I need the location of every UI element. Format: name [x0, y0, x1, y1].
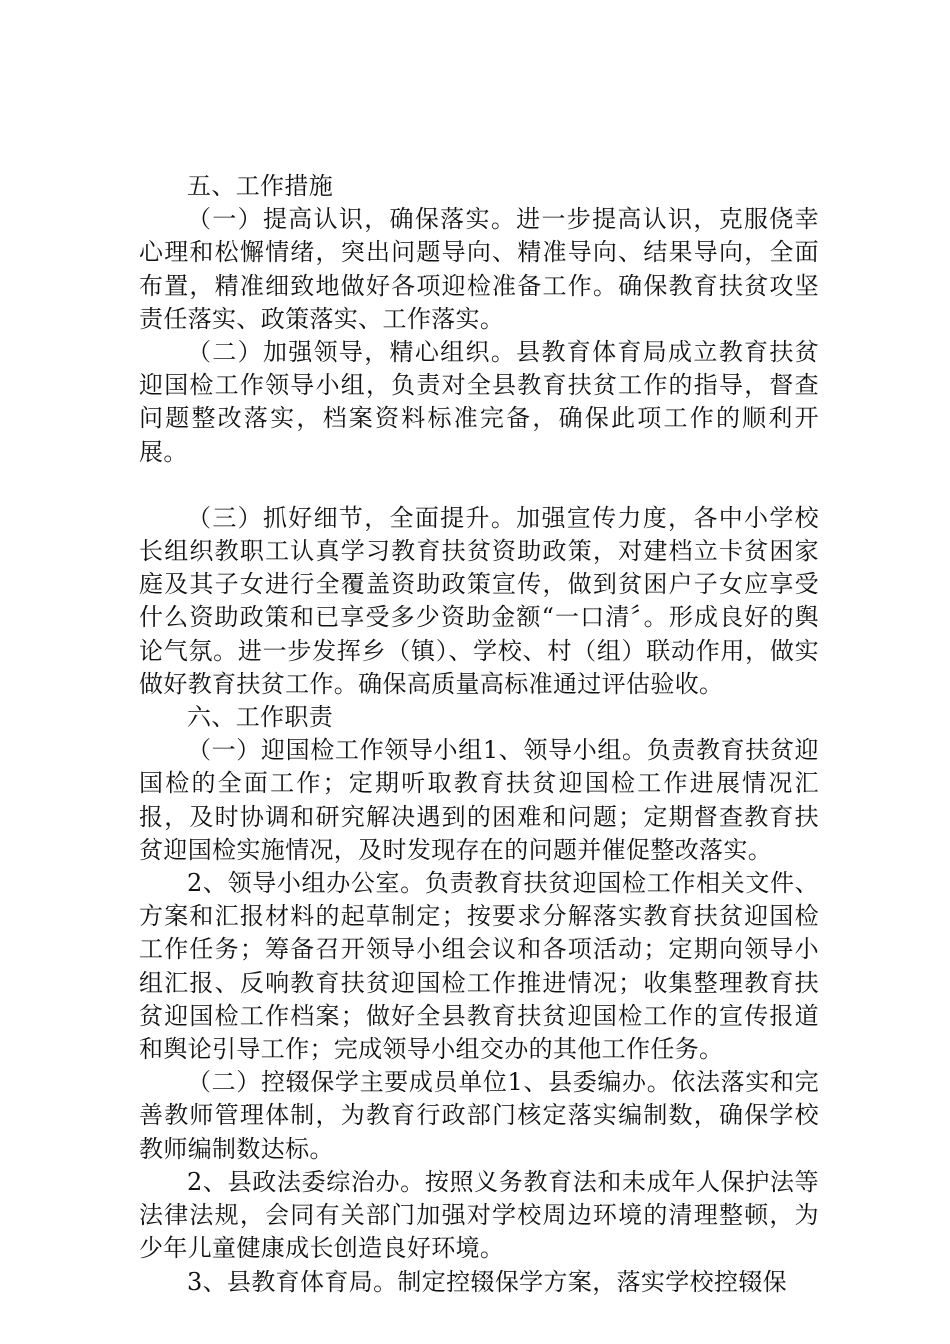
paragraph-duty-office: 2、领导小组办公室。负责教育扶贫迎国检工作相关文件、方案和汇报材料的起草制定；按要求分解落实教育扶贫迎国检工作任务；筹备召开领导小组会议和各项活动；定期向领导小组汇报、反响教育扶贫迎国检工作推进情况；收集整理教育扶贫迎国检工作档案；做好全县教育扶贫迎国检工作的宣传报道和舆论引导工作；完成领导小组交办的其他工作任务。: [139, 869, 819, 1064]
paragraph-measure-2: （二）加强领导，精心组织。县教育体育局成立教育扶贫迎国检工作领导小组，负责对全县教育扶贫工作的指导，督查问题整改落实，档案资料标准完备，确保此项工作的顺利开展。: [139, 338, 819, 466]
paragraph-duty-leading-group: （一）迎国检工作领导小组1、领导小组。负责教育扶贫迎国检的全面工作；定期听取教育扶贫迎国检工作进展情况汇报，及时协调和研究解决遇到的困难和问题；定期督查教育扶贫迎国检实施情况，及时发现存在的问题并催促整改落实。: [139, 736, 819, 864]
paragraph-measure-1: （一）提高认识，确保落实。进一步提高认识，克服侥幸心理和松懈情绪，突出问题导向、精准导向、结果导向，全面布置，精准细致地做好各项迎检准备工作。确保教育扶贫攻坚责任落实、政策落实、工作落实。: [139, 205, 819, 333]
paragraph-measure-3: （三）抓好细节，全面提升。加强宣传力度，各中小学校长组织教职工认真学习教育扶贫资助政策，对建档立卡贫困家庭及其子女进行全覆盖资助政策宣传，做到贫困户子女应享受什么资助政策和已享受多少资助金额“一口清〞。形成良好的舆论气氛。进一步发挥乡（镇）、学校、村（组）联动作用，做实做好教育扶贫工作。确保高质量高标准通过评估验收。: [139, 503, 819, 698]
section-heading-work-duties: 六、工作职责: [187, 703, 334, 732]
paragraph-duty-education-bureau: 3、县教育体育局。制定控辍保学方案，落实学校控辍保: [187, 1267, 788, 1296]
paragraph-duty-political-legal: 2、县政法委综治办。按照义务教育法和未成年人保护法等法律法规，会同有关部门加强对学校周边环境的清理整顿，为少年儿童健康成长创造良好环境。: [139, 1167, 819, 1263]
section-heading-work-measures: 五、工作措施: [187, 172, 334, 200]
paragraph-duty-staffing-office: （二）控辍保学主要成员单位1、县委编办。依法落实和完善教师管理体制，为教育行政部门核定落实编制数，确保学校教师编制数达标。: [139, 1068, 819, 1163]
document-body: [139, 170, 819, 1299]
